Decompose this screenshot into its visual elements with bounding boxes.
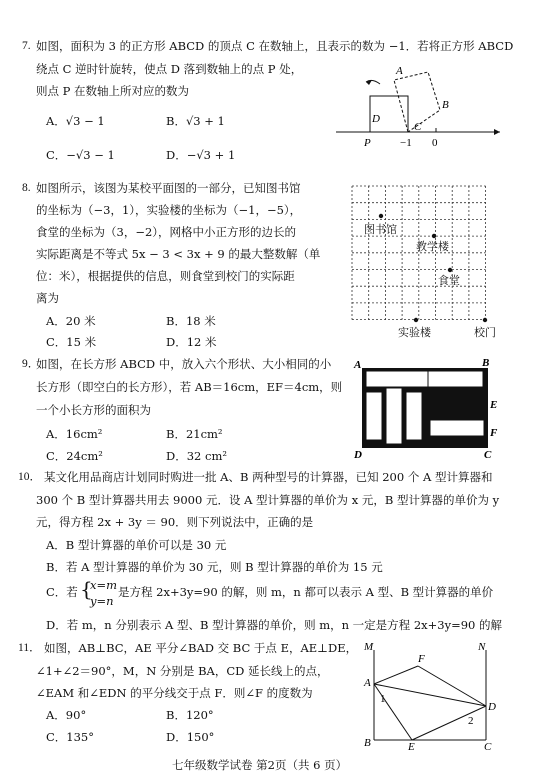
label-p: P xyxy=(364,137,371,149)
lab-point xyxy=(414,318,418,322)
label-library: 图书馆 xyxy=(364,224,397,236)
q10-option-c-eq2: y=n xyxy=(90,594,114,608)
label-c: C xyxy=(414,121,422,133)
q10-option-a: A．B 型计算器的单价可以是 30 元 xyxy=(46,538,227,552)
label-e: E xyxy=(490,399,498,411)
q10-option-b: B．若 A 型计算器的单价为 30 元，则 B 型计算器的单价为 15 元 xyxy=(46,560,383,574)
label-d: D xyxy=(354,449,362,460)
q11-text-line2: ∠1+∠2＝90°，M，N 分别是 BA，CD 延长线上的点， xyxy=(36,664,329,678)
label-b: B xyxy=(364,737,371,749)
q7-text-line1: 如图，面积为 3 的正方形 ABCD 的顶点 C 在数轴上，且表示的数为 −1．若将正方形 ABCD xyxy=(36,39,514,53)
q10-text-line3: 元，得方程 2x + 3y ＝ 90．则下列说法中，正确的是 xyxy=(36,515,314,529)
q10-number: 10． xyxy=(18,471,41,483)
small-rect-5 xyxy=(406,392,422,440)
label-d: D xyxy=(372,113,380,125)
label-c: C xyxy=(484,449,492,460)
label-lab: 实验楼 xyxy=(398,327,431,339)
teaching-point xyxy=(432,234,436,238)
q8-text-line3: 食堂的坐标为（3，−2），网格中小正方形的边长的 xyxy=(36,225,297,239)
q10-text-line2: 300 个 B 型计算器共用去 9000 元．设 A 型计算器的单价为 x 元，B 型计算器的单价为 y xyxy=(36,493,500,507)
label-a: A xyxy=(364,677,371,689)
q10-text-line1: 某文化用品商店计划同时购进一批 A、B 两种型号的计算器，已知 200 个 A 型计算器和 xyxy=(44,470,493,484)
q7-option-a: A．√3 − 1 xyxy=(46,114,105,128)
library-point xyxy=(379,214,383,218)
q9-text-line1: 如图，在长方形 ABCD 中，放入六个形状、大小相同的小 xyxy=(36,357,332,371)
label-a: A xyxy=(396,65,403,77)
q7-option-d: D．−√3 + 1 xyxy=(166,148,236,162)
q8-text-line1: 如图所示，该图为某校平面图的一部分，已知图书馆 xyxy=(36,181,301,195)
q10-option-c-suffix: 是方程 2x+3y=90 的解，则 m，n 都可以表示 A 型、B 型计算器的单价 xyxy=(118,585,494,599)
label-c: C xyxy=(484,741,492,752)
label-angle1: 1 xyxy=(380,693,386,705)
page-footer: 七年级数学试卷 第2页（共 6 页） xyxy=(172,758,348,772)
q8-campus-map xyxy=(348,180,498,340)
label-d: D xyxy=(488,701,496,713)
line-fd xyxy=(418,666,486,706)
line-af xyxy=(374,666,418,684)
label-a: A xyxy=(354,359,362,371)
q8-option-c: C．15 米 xyxy=(46,335,97,349)
brace: { xyxy=(80,577,93,601)
label-angle2: 2 xyxy=(468,715,474,727)
q7-text-line3: 则点 P 在数轴上所对应的数为 xyxy=(36,84,190,98)
line-ad xyxy=(374,684,486,706)
q8-number: 8. xyxy=(22,182,31,194)
q7-figure xyxy=(328,60,508,150)
q8-text-line5: 位：米），根据提供的信息，则食堂到校门的实际距 xyxy=(36,269,295,283)
q8-option-a: A．20 米 xyxy=(46,314,96,328)
q11-option-d: D．150° xyxy=(166,730,215,744)
q9-text-line3: 一个小长方形的面积为 xyxy=(36,403,151,417)
small-rect-3 xyxy=(366,392,382,440)
label-f: F xyxy=(418,653,425,665)
label-n: N xyxy=(478,641,486,653)
q9-option-a: A．16cm² xyxy=(46,427,103,441)
q10-option-d: D．若 m，n 分别表示 A 型、B 型计算器的单价，则 m，n 一定是方程 2x+3y=90 的解 xyxy=(46,618,503,632)
label-zero: 0 xyxy=(432,137,438,149)
label-teaching: 教学楼 xyxy=(416,241,449,253)
q11-figure xyxy=(360,638,510,752)
canteen-point xyxy=(448,268,452,272)
q11-number: 11． xyxy=(18,642,41,654)
label-gate: 校门 xyxy=(474,327,496,339)
q11-option-c: C．135° xyxy=(46,730,94,744)
q11-text-line3: ∠EAM 和∠EDN 的平分线交于点 F．则∠F 的度数为 xyxy=(36,686,313,700)
q11-option-b: B．120° xyxy=(166,708,214,722)
q8-text-line6: 离为 xyxy=(36,291,59,305)
q11-text-line1: 如图，AB⊥BC，AE 平分∠BAD 交 BC 于点 E，AE⊥DE， xyxy=(44,641,358,655)
q10-option-c-prefix: C．若 xyxy=(46,585,78,599)
q7-number: 7. xyxy=(22,40,31,52)
label-e: E xyxy=(408,741,415,752)
label-canteen: 食堂 xyxy=(438,275,460,287)
label-neg1: −1 xyxy=(400,137,412,149)
gate-point xyxy=(483,318,487,322)
q7-text-line2: 绕点 C 逆时针旋转，使点 D 落到数轴上的点 P 处， xyxy=(36,62,303,76)
q9-text-line2: 长方形（即空白的长方形），若 AB＝16cm，EF＝4cm，则 xyxy=(36,380,343,394)
label-m: M xyxy=(364,641,374,653)
q7-option-c: C．−√3 − 1 xyxy=(46,148,115,162)
q9-figure xyxy=(352,358,512,460)
label-b: B xyxy=(482,358,490,369)
q10-option-c-eq1: x=m xyxy=(90,578,118,592)
q9-number: 9． xyxy=(22,358,40,370)
q11-option-a: A．90° xyxy=(46,708,87,722)
q8-text-line2: 的坐标为（−3，1），实验楼的坐标为（−1，−5）， xyxy=(36,203,302,217)
small-rect-2 xyxy=(428,371,483,387)
q8-text-line4: 实际距离是不等式 5x − 3 < 3x + 9 的最大整数解（单 xyxy=(36,247,321,261)
label-f: F xyxy=(490,427,498,439)
small-rect-6 xyxy=(430,420,484,436)
q9-option-b: B．21cm² xyxy=(166,427,223,441)
q8-option-b: B．18 米 xyxy=(166,314,216,328)
small-rect-4 xyxy=(386,388,402,444)
number-line-arrow xyxy=(494,129,500,135)
label-b: B xyxy=(442,99,449,111)
line-ed xyxy=(412,706,486,740)
q8-option-d: D．12 米 xyxy=(166,335,217,349)
q9-option-d: D．32 cm² xyxy=(166,449,227,463)
q7-option-b: B．√3 + 1 xyxy=(166,114,225,128)
q9-option-c: C．24cm² xyxy=(46,449,103,463)
